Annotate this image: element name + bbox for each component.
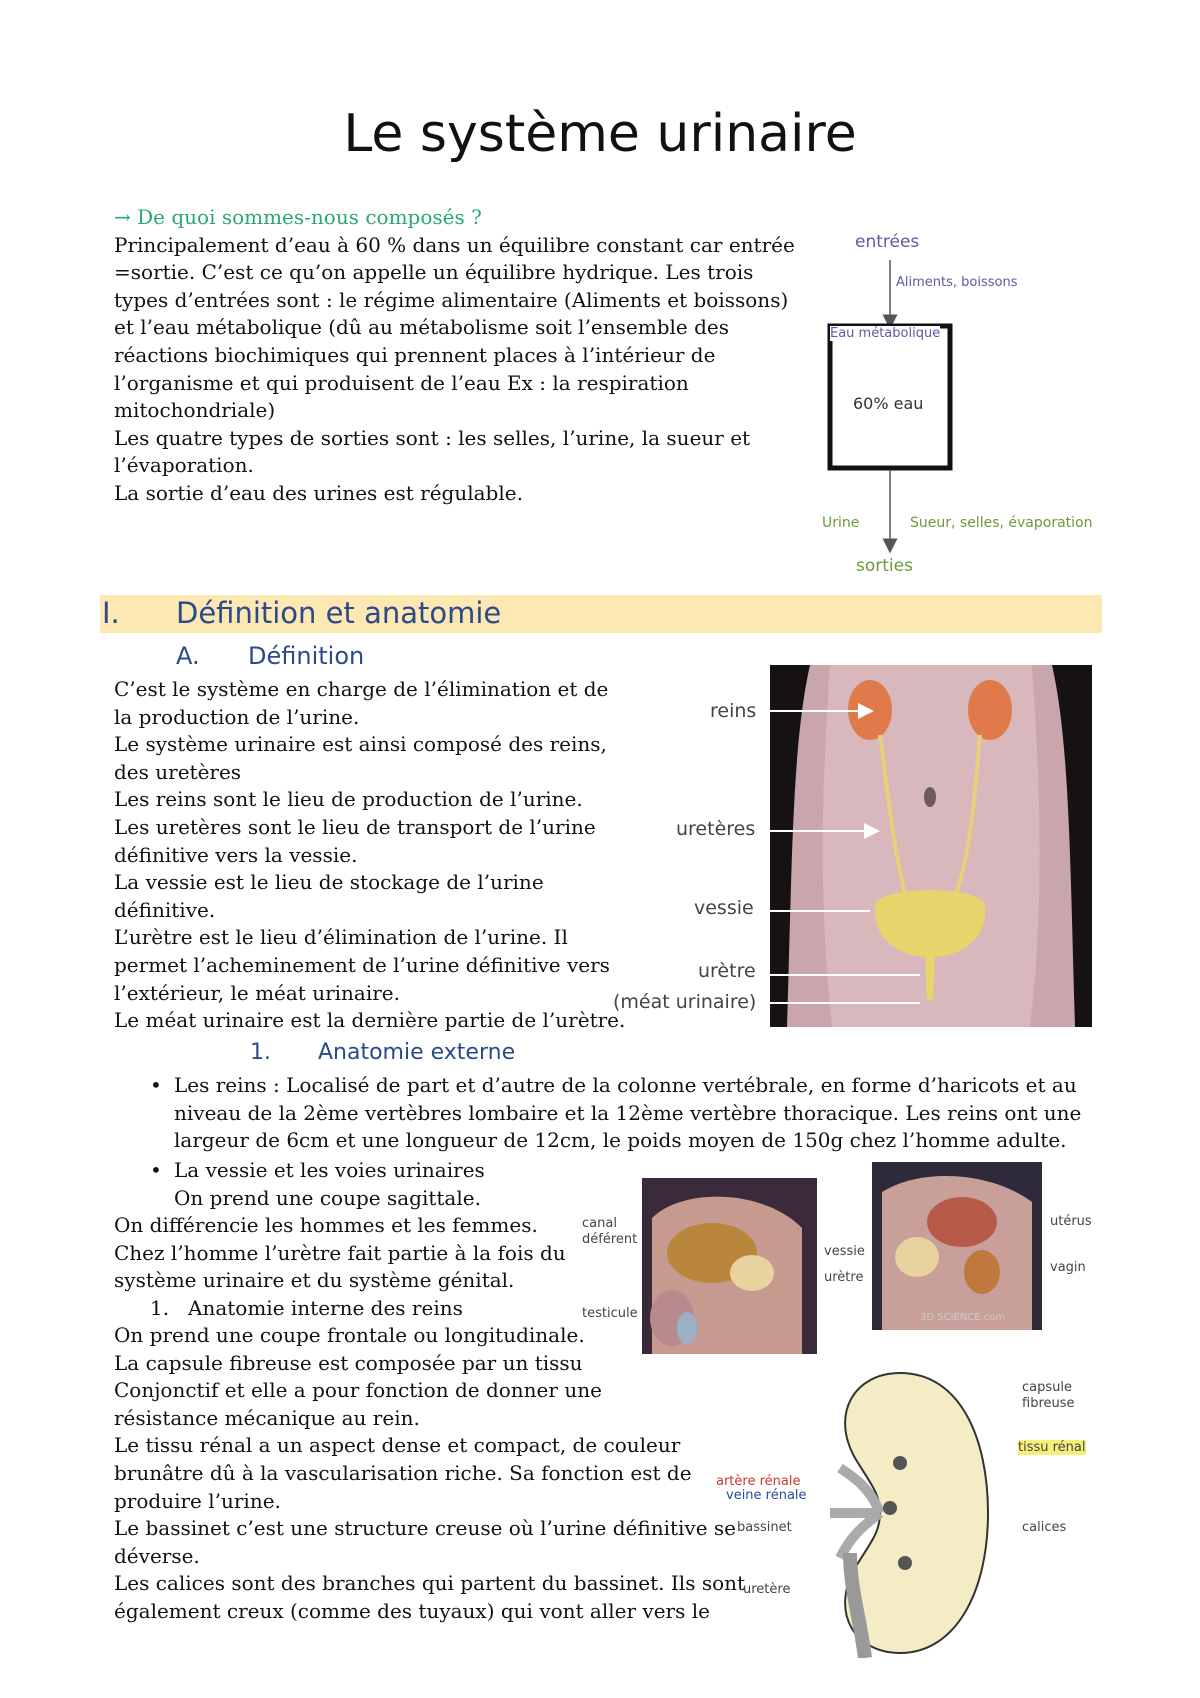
bullet-line: niveau de la 2ème vertèbres lombaire et la 12ème vertèbre thoracique. Les reins ont une xyxy=(174,1100,1082,1125)
kidney-line: La capsule fibreuse est composée par un tissu xyxy=(114,1350,583,1375)
exits-label: sorties xyxy=(856,556,913,576)
subsection-letter: A. xyxy=(176,642,200,670)
intro-line: mitochondriale) xyxy=(114,398,276,423)
food-label: Aliments, boissons xyxy=(896,275,1018,290)
bullet-vessie xyxy=(150,1157,650,1212)
kidney-description xyxy=(114,1322,746,1626)
label-vessie: vessie xyxy=(694,897,754,919)
intro-line: =sortie. C’est ce qu’on appelle un équilibre hydrique. Les trois xyxy=(114,260,754,285)
label-uretre: urètre xyxy=(698,960,756,982)
kidney-line: Les calices sont des branches qui partent du bassinet. Ils sont xyxy=(114,1571,746,1596)
label-meat: (méat urinaire) xyxy=(613,991,757,1013)
definition-line: définitive. xyxy=(114,897,216,922)
kidney-line: brunâtre dû à la vascularisation riche. Sa fonction est de xyxy=(114,1460,692,1485)
section-number: I. xyxy=(102,596,120,630)
label-fibreuse: fibreuse xyxy=(1022,1396,1075,1411)
definition-line: définitive vers la vessie. xyxy=(114,842,358,867)
label-canal: canal xyxy=(582,1216,617,1231)
bullet-line: La vessie et les voies urinaires xyxy=(174,1158,485,1182)
bullet-reins xyxy=(150,1072,1090,1155)
label-artere: artère rénale xyxy=(716,1474,801,1489)
male-sagittal-image xyxy=(642,1178,817,1354)
bullet-dot: • xyxy=(150,1158,162,1182)
definition-line: la production de l’urine. xyxy=(114,704,360,729)
definition-line: L’urètre est le lieu d’élimination de l’urine. Il xyxy=(114,925,568,950)
label-testicule: testicule xyxy=(582,1306,638,1321)
label-bassinet: bassinet xyxy=(737,1520,792,1535)
label-arrows-lower xyxy=(760,665,1100,1027)
definition-line: Le méat urinaire est la dernière partie de l’urètre. xyxy=(114,1008,626,1033)
bullet-line: On prend une coupe sagittale. xyxy=(174,1185,481,1210)
intro-line: réactions biochimiques qui prennent places à l’intérieur de xyxy=(114,342,716,367)
kidney-line: Le bassinet c’est une structure creuse où l’urine définitive se xyxy=(114,1516,737,1541)
label-uretere-kidney: uretère xyxy=(743,1582,791,1597)
label-vessie-small: vessie xyxy=(824,1244,865,1259)
bullet-line: largeur de 6cm et une longueur de 12cm, le poids moyen de 150g chez l’homme adulte. xyxy=(174,1128,1067,1153)
label-deferent: déférent xyxy=(582,1232,638,1247)
subsubsection-number: 1. xyxy=(250,1040,271,1065)
percent-label: 60% eau xyxy=(853,394,924,413)
metabolic-label: Eau métabolique xyxy=(830,326,941,341)
intro-block xyxy=(114,204,795,508)
intro-line: l’organisme et qui produisent de l’eau Ex : la respiration xyxy=(114,370,689,395)
intro-question: → De quoi sommes-nous composés ? xyxy=(114,205,482,229)
label-calices: calices xyxy=(1022,1520,1067,1535)
intro-line: Principalement d’eau à 60 % dans un équilibre constant car entrée xyxy=(114,232,795,257)
bullet-line: Les reins : Localisé de part et d’autre de la colonne vertébrale, en forme d’haricots et au xyxy=(174,1073,1077,1097)
other-out-label: Sueur, selles, évaporation xyxy=(910,515,1093,531)
intro-line: et l’eau métabolique (dû au métabolisme soit l’ensemble des xyxy=(114,315,730,340)
kidney-section-diagram xyxy=(710,1368,1100,1658)
label-tissu-renal: tissu rénal xyxy=(1018,1440,1086,1455)
intro-line: l’évaporation. xyxy=(114,453,254,478)
sexes-block xyxy=(114,1212,584,1295)
watermark: 3D SCIENCE.com xyxy=(920,1312,1006,1323)
sagittal-sections xyxy=(580,1160,1092,1360)
label-uretre-small: urètre xyxy=(824,1270,864,1285)
definition-line: Les uretères sont le lieu de transport de l’urine xyxy=(114,814,596,839)
entries-label: entrées xyxy=(855,232,920,252)
urinary-system-illustration xyxy=(600,665,1100,1030)
definition-line: La vessie est le lieu de stockage de l’urine xyxy=(114,870,544,895)
definition-line: des uretères xyxy=(114,759,242,784)
definition-line: C’est le système en charge de l’élimination et de xyxy=(114,677,609,701)
label-capsule: capsule xyxy=(1022,1380,1072,1395)
urine-label: Urine xyxy=(822,515,860,531)
numbered-item-number: 1. xyxy=(150,1296,170,1320)
label-vagin: vagin xyxy=(1050,1260,1086,1275)
definition-block xyxy=(114,676,626,1035)
kidney-line: résistance mécanique au rein. xyxy=(114,1405,420,1430)
intro-line: Les quatre types de sorties sont : les selles, l’urine, la sueur et xyxy=(114,425,751,450)
definition-line: l’extérieur, le méat urinaire. xyxy=(114,980,400,1005)
subsubsection-title: Anatomie externe xyxy=(318,1040,516,1065)
kidney-line: Le tissu rénal a un aspect dense et compact, de couleur xyxy=(114,1433,681,1458)
water-balance-diagram xyxy=(810,230,1110,580)
subsection-title: Définition xyxy=(248,642,365,670)
body-line: système urinaire et du système génital. xyxy=(114,1268,515,1293)
intro-line: types d’entrées sont : le régime alimentaire (Aliments et boissons) xyxy=(114,287,789,312)
intro-line: La sortie d’eau des urines est régulable. xyxy=(114,480,523,505)
label-ureteres: uretères xyxy=(676,818,756,840)
female-sagittal-image xyxy=(872,1162,1042,1330)
label-veine: veine rénale xyxy=(726,1488,807,1503)
kidney-line: également creux (comme des tuyaux) qui vont aller vers le xyxy=(114,1598,710,1623)
kidney-section-image xyxy=(810,1368,990,1658)
kidney-line: déverse. xyxy=(114,1543,200,1568)
numbered-item-text: Anatomie interne des reins xyxy=(188,1296,463,1320)
section-title: Définition et anatomie xyxy=(176,596,502,630)
body-line: On différencie les hommes et les femmes. xyxy=(114,1213,538,1237)
definition-line: Le système urinaire est ainsi composé des reins, xyxy=(114,732,607,757)
body-line: Chez l’homme l’urètre fait partie à la fois du xyxy=(114,1240,566,1265)
kidney-line: On prend une coupe frontale ou longitudinale. xyxy=(114,1323,585,1347)
kidney-line: produire l’urine. xyxy=(114,1488,281,1513)
bullet-dot: • xyxy=(150,1073,162,1097)
label-reins: reins xyxy=(710,700,757,722)
definition-line: Les reins sont le lieu de production de l’urine. xyxy=(114,787,583,812)
definition-line: permet l’acheminement de l’urine définitive vers xyxy=(114,952,610,977)
page-title: Le système urinaire xyxy=(343,104,857,164)
label-uterus: utérus xyxy=(1050,1214,1092,1229)
kidney-line: Conjonctif et elle a pour fonction de donner une xyxy=(114,1378,602,1403)
